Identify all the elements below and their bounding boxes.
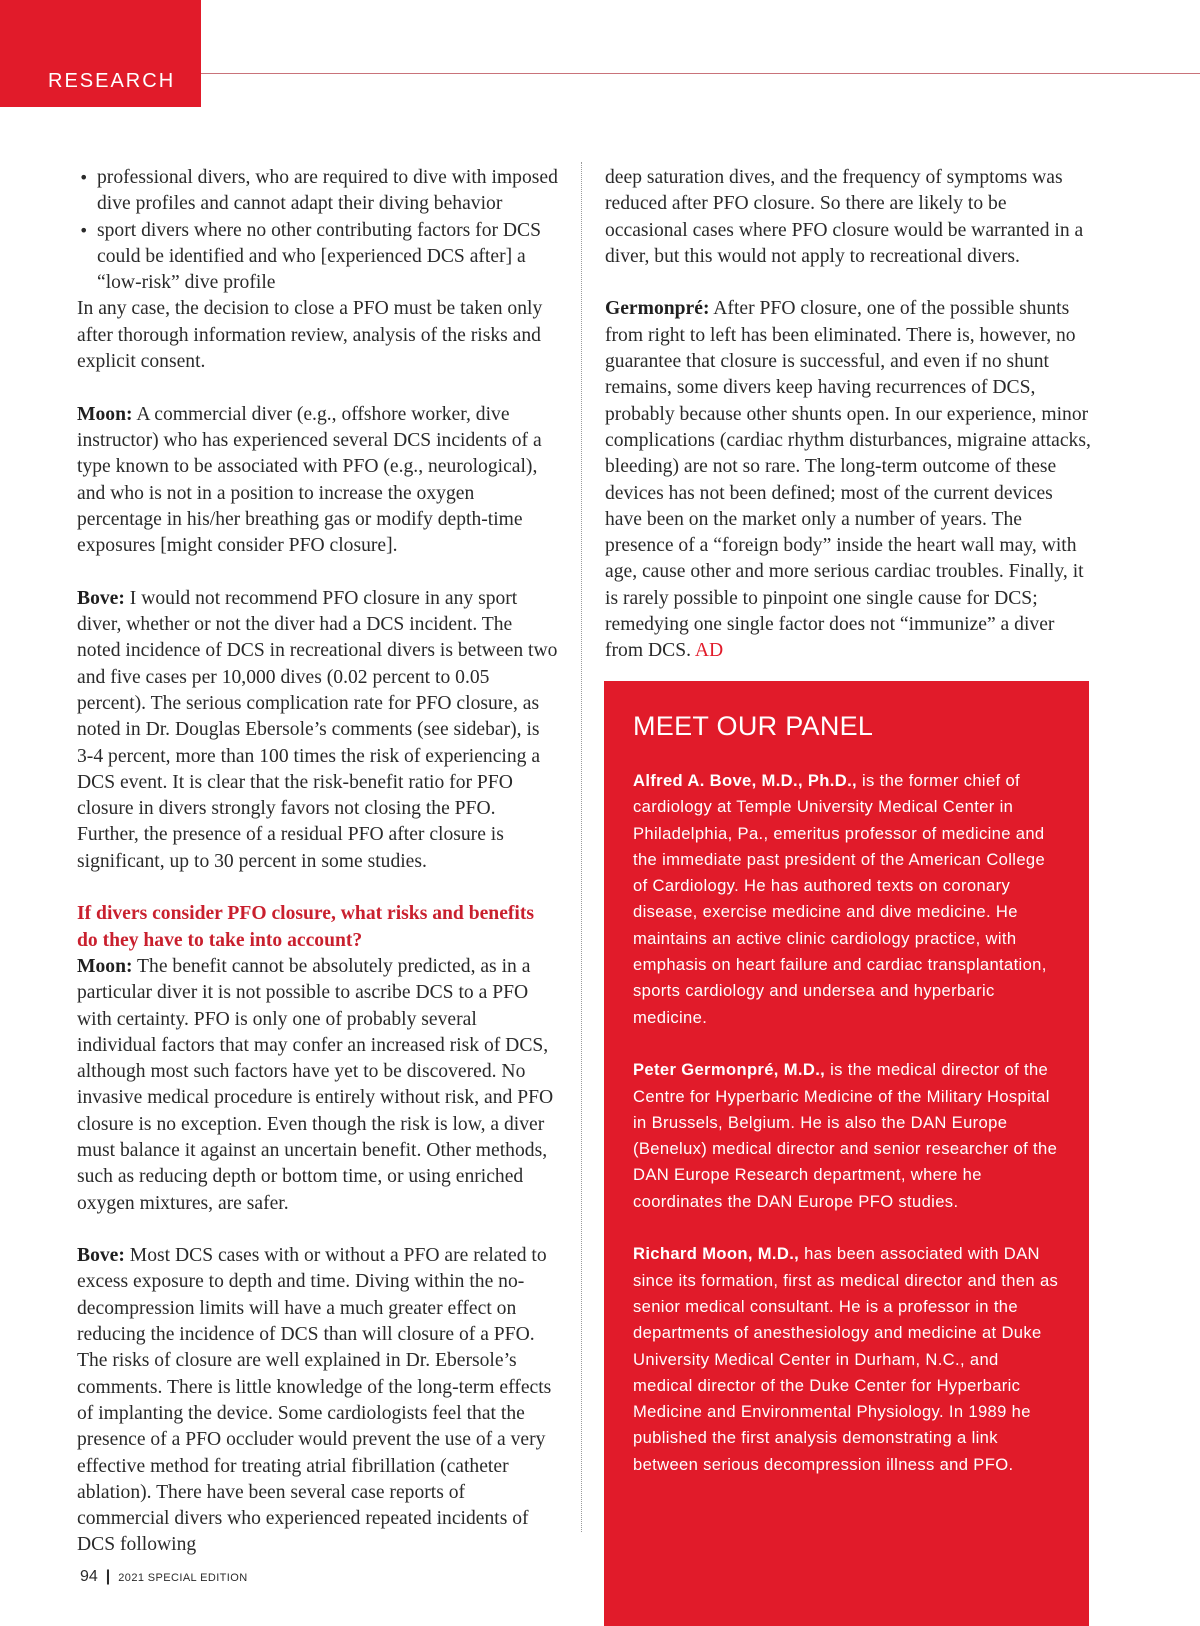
end-mark: AD: [694, 640, 724, 662]
paragraph: In any case, the decision to close a PFO must be taken only after thorough information review, analysis of the risks and explicit consent.: [77, 298, 543, 373]
speaker-label: Germonpré:: [605, 298, 710, 320]
section-label: RESEARCH: [48, 70, 176, 92]
header-rule: [201, 73, 1200, 74]
paragraph: [77, 1243, 559, 1559]
panel-body: [633, 768, 1063, 1478]
bio-name: Peter Germonpré, M.D.,: [633, 1060, 826, 1080]
panel-bio: [633, 1057, 1063, 1215]
panel-bio: [633, 768, 1063, 1031]
speaker-label: Moon:: [77, 955, 133, 977]
speaker-label: Bove:: [77, 1245, 125, 1267]
paragraph: [77, 402, 559, 560]
speaker-label: Moon:: [77, 403, 133, 425]
paragraph-text: The benefit cannot be absolutely predicted, as in a particular diver it is not possible to ascribe DCS to a PFO with certainty. PFO is only one of probably several individual factors that may confer an increased risk of DCS, although most such factors have yet to be discovered. No invasive medical procedure is entirely without risk, and PFO closure is no exception. Even though the risk is low, a diver must balance it against an uncertain benefit. Other methods, such as reducing depth or bottom time, or using enriched oxygen mixtures, are safer.: [77, 955, 554, 1214]
bio-name: Richard Moon, M.D.,: [633, 1244, 800, 1264]
edition-label: 2021 SPECIAL EDITION: [118, 1572, 248, 1584]
bio-name: Alfred A. Bove, M.D., Ph.D.,: [633, 771, 858, 790]
paragraph-text: After PFO closure, one of the possible shunts from right to left has been eliminated. There is, however, no guarantee that closure is successful, and even if no shunt remains, some divers keep having recurrences of DCS, probably because other shunts open. In our experience, minor complications (cardiac rhythm disturbances, migraine attacks, bleeding) are not so rare. The long-term outcome of these devices has not been defined; most of the current devices have been on the market only a number of years. The presence of a “foreign body” inside the heart wall may, with age, cause other and more serious cardiac troubles. Finally, it is rarely possible to pinpoint one single cause for DCS; remedying one single factor does not “immunize” a diver from DCS.: [605, 298, 1091, 662]
paragraph: [77, 586, 559, 875]
footer-separator: |: [105, 1568, 111, 1585]
panel-bio: [633, 1241, 1063, 1478]
paragraph: [605, 296, 1093, 664]
column-divider: [581, 162, 582, 1532]
paragraph-text: Most DCS cases with or without a PFO are related to excess exposure to depth and time. Diving within the no-decompression limits will have a much greater effect on reducing the incidence of DCS than will closure of a PFO. The risks of closure are well explained in Dr. Ebersole’s comments. There is little knowledge of the long-term effects of implanting the device. Some cardiologists feel that the presence of a PFO occluder would prevent the use of a very effective method for treating atrial fibrillation (catheter ablation). There have been several case reports of commercial divers who experienced repeated incidents of DCS following: [77, 1245, 552, 1556]
panel-title: MEET OUR PANEL: [633, 711, 874, 741]
right-column: [605, 165, 1093, 665]
speaker-label: Bove:: [77, 587, 125, 609]
bio-text: is the medical director of the Centre for Hyperbaric Medicine of the Military Hospital in Brussels, Belgium. He is also the DAN Europe (Benelux) medical director and senior researcher of the DAN Europe Research department, where he coordinates the DAN Europe PFO studies.: [633, 1060, 1058, 1211]
paragraph: [77, 954, 559, 1217]
list-item: • professional divers, who are required to dive with imposed dive profiles and cannot adapt their diving behavior: [97, 165, 559, 218]
paragraph-text: I would not recommend PFO closure in any sport diver, whether or not the diver had a DCS incident. The noted incidence of DCS in recreational divers is between two and five cases per 10,000 dives (0.02 percent to 0.05 percent). The serious complication rate for PFO closure, as noted in Dr. Douglas Ebersole’s comments (see sidebar), is 3-4 percent, more than 100 times the risk of experiencing a DCS event. It is clear that the risk-benefit ratio for PFO closure in divers strongly favors not closing the PFO. Further, the presence of a residual PFO after closure is significant, up to 30 percent in some studies.: [77, 587, 558, 872]
page-number: 94: [80, 1568, 98, 1585]
list-item: • sport divers where no other contributing factors for DCS could be identified and who [experienced DCS after] a “low-risk” dive profile: [97, 218, 559, 297]
paragraph-text: A commercial diver (e.g., offshore worker, dive instructor) who has experienced several DCS incidents of a type known to be associated with PFO (e.g., neurological), and who is not in a position to increase the oxygen percentage in his/her breathing gas or modify depth-time exposures [might consider PFO closure].: [77, 403, 542, 557]
page-footer: [80, 1568, 248, 1586]
bio-text: has been associated with DAN since its formation, first as medical director and then as senior medical consultant. He is a professor in the departments of anesthesiology and medicine at Duke University Medical Center in Durham, N.C., and medical director of the Duke Center for Hyperbaric Medicine and Environmental Physiology. In 1989 he published the first analysis demonstrating a link between serious decompression illness and PFO.: [633, 1244, 1059, 1474]
paragraph: deep saturation dives, and the frequency of symptoms was reduced after PFO closure. So there are likely to be occasional cases where PFO closure would be warranted in a diver, but this would not apply to recreational divers.: [605, 167, 1084, 267]
left-column: [77, 165, 559, 1559]
panel-sidebar: [604, 681, 1089, 1626]
bio-text: is the former chief of cardiology at Temple University Medical Center in Philadelphia, Pa., emeritus professor of medicine and the immediate past president of the American College of Cardiology. He has authored texts on coronary disease, exercise medicine and dive medicine. He maintains an active clinic cardiology practice, with emphasis on heart failure and cardiac transplantation, sports cardiology and undersea and hyperbaric medicine.: [633, 771, 1047, 1027]
question-heading: If divers consider PFO closure, what risks and benefits do they have to take into account?: [77, 903, 535, 951]
bullet-list: [77, 165, 559, 296]
